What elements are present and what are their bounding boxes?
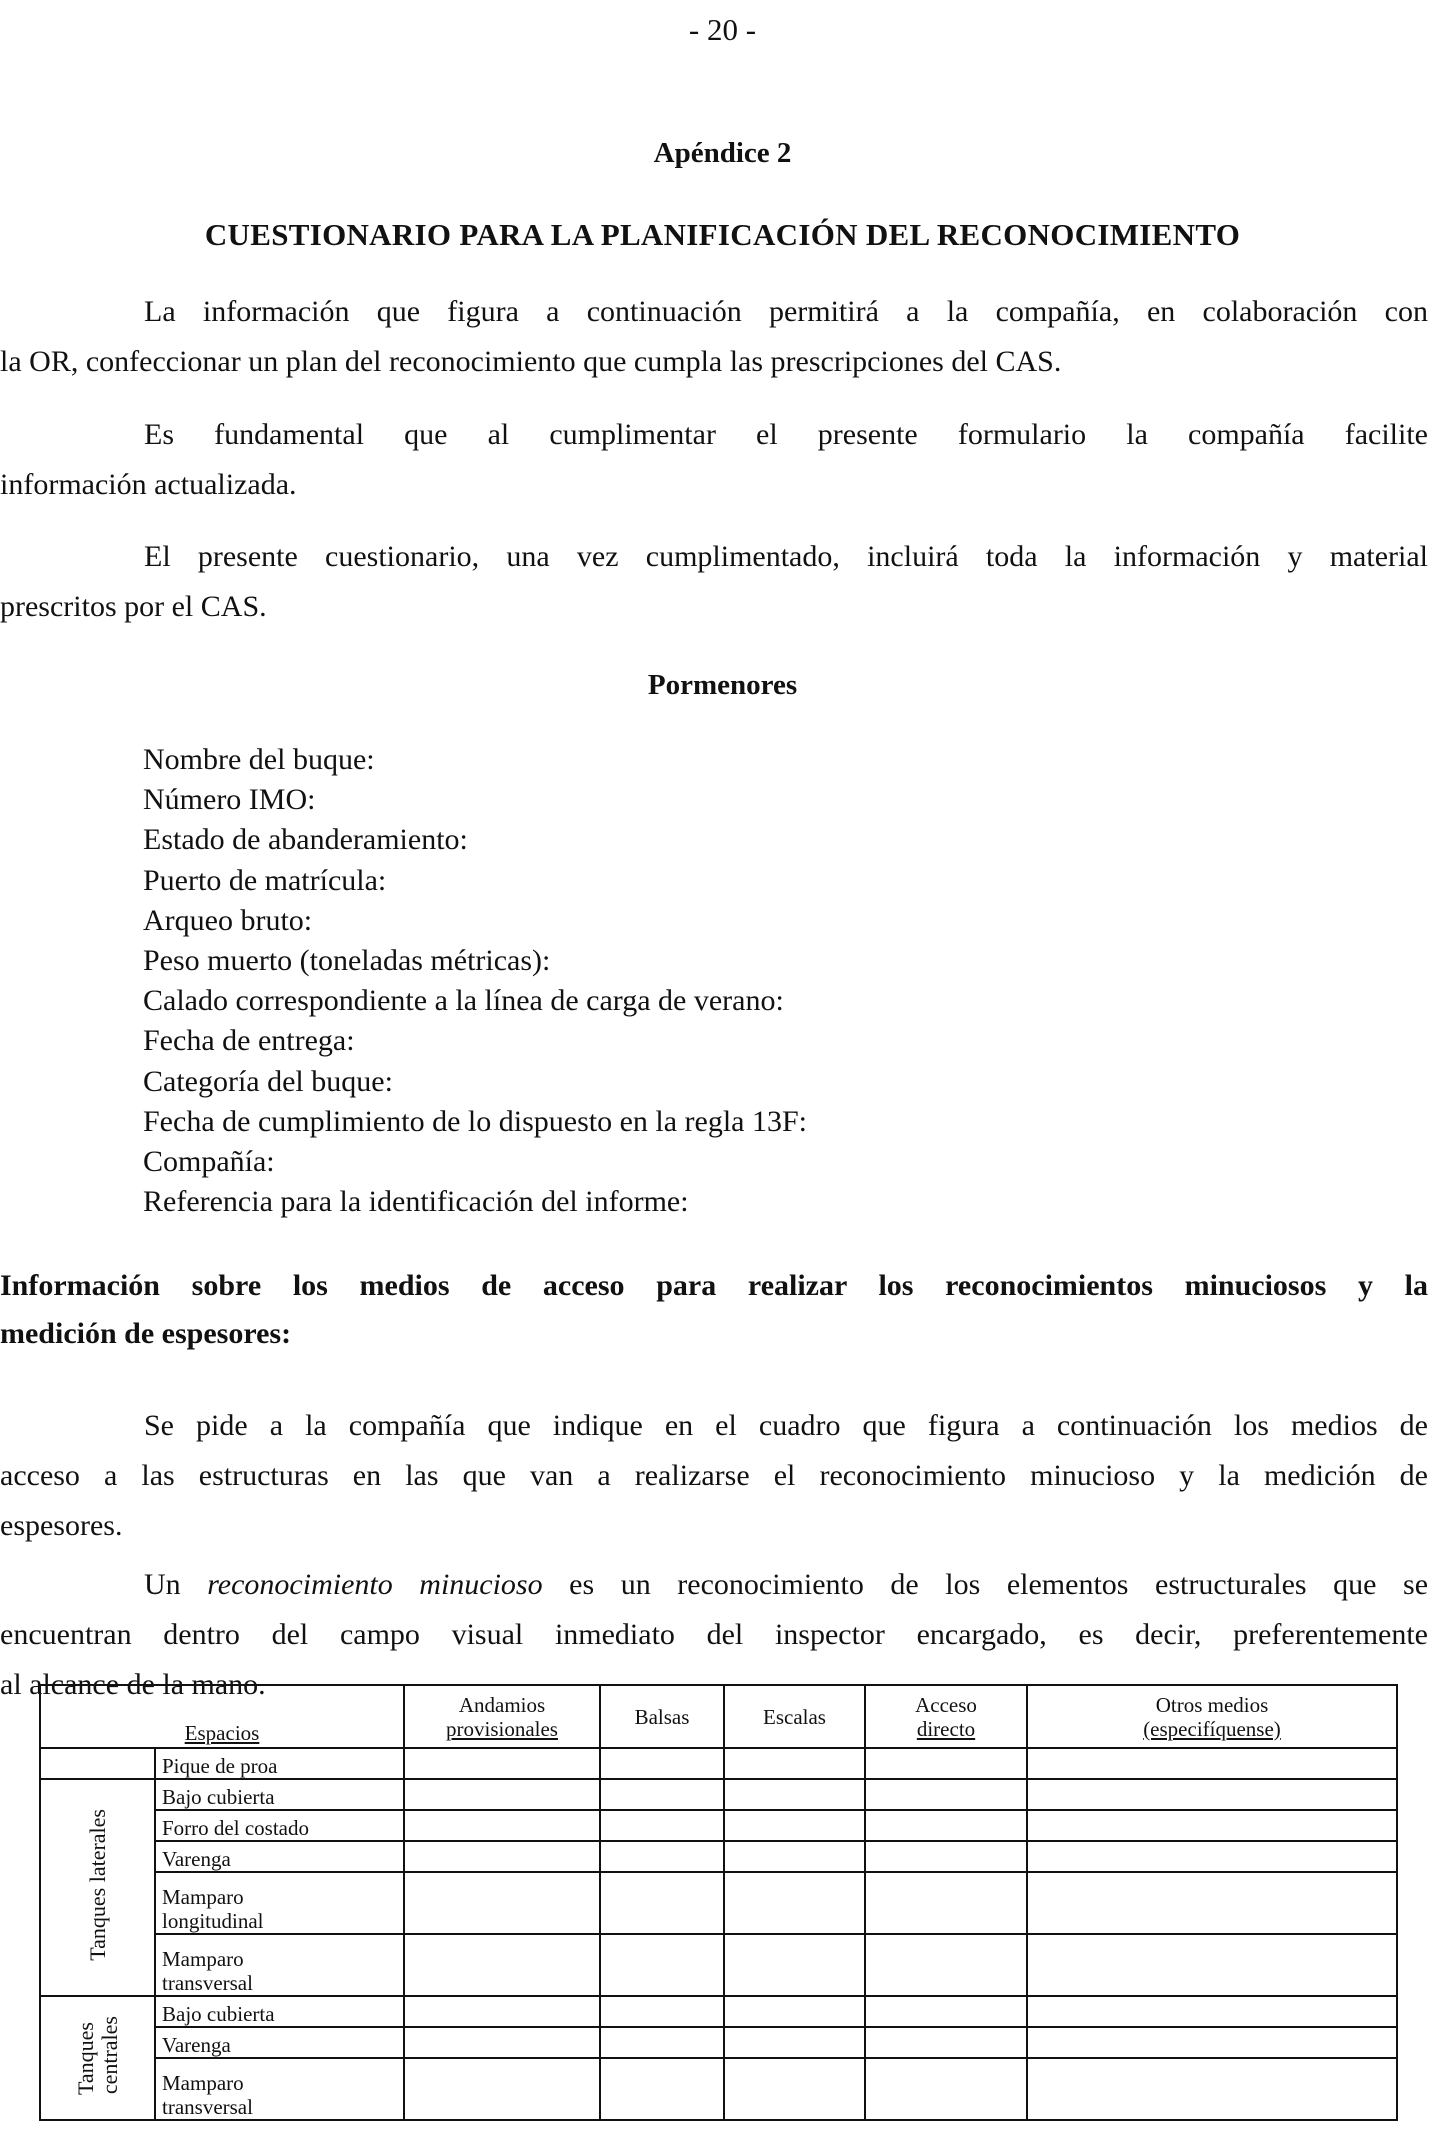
group-label-tanques-laterales: Tanques laterales <box>40 1779 155 1996</box>
main-title: CUESTIONARIO PARA LA PLANIFICACIÓN DEL RECONOCIMIENTO <box>204 217 1241 252</box>
field-compliance-date: Fecha de cumplimiento de lo dispuesto en la regla 13F: <box>143 1104 808 1138</box>
close-survey-term: reconocimiento minucioso <box>207 1568 543 1601</box>
table-row <box>40 1810 1397 1841</box>
header-acceso: Acceso directo <box>865 1685 1027 1748</box>
details-title: Pormenores <box>647 669 798 701</box>
field-imo-number: Número IMO: <box>143 783 316 817</box>
space-label: Forro del costado <box>155 1810 404 1841</box>
details-field-list <box>143 740 807 1222</box>
space-label: Mamparo transversal <box>155 1934 404 1996</box>
header-escalas: Escalas <box>724 1685 865 1748</box>
header-espacios: Espacios <box>40 1685 404 1748</box>
field-gross-tonnage: Arqueo bruto: <box>143 903 313 937</box>
space-label: Bajo cubierta <box>155 1996 404 2027</box>
access-info-paragraph-1: Se pide a la compañía que indique en el cuadro que figura a continuación los medios de acceso a las estructuras en las que van a realizarse el reconocimiento minucioso y la medición de espesores. <box>0 1409 1428 1542</box>
group-label-tanques-centrales: Tanquescentrales <box>40 1996 155 2120</box>
appendix-title: Apéndice 2 <box>653 137 792 169</box>
intro-paragraph-3: El presente cuestionario, una vez cumplimentado, incluirá toda la información y material prescritos por el CAS. <box>0 540 1428 623</box>
header-otros: Otros medios (especifíquense) <box>1027 1685 1397 1748</box>
page-number: - 20 - <box>688 12 757 47</box>
table-row <box>40 1872 1397 1934</box>
access-info-heading: Información sobre los medios de acceso para realizar los reconocimientos minuciosos y la medición de espesores: <box>0 1269 1428 1350</box>
table-row <box>40 2058 1397 2120</box>
table-row <box>40 1779 1397 1810</box>
group-cell-empty <box>40 1748 155 1779</box>
space-label: Bajo cubierta <box>155 1779 404 1810</box>
space-label: Mamparo transversal <box>155 2058 404 2120</box>
field-summer-draught: Calado correspondiente a la línea de carga de verano: <box>143 984 784 1018</box>
field-deadweight: Peso muerto (toneladas métricas): <box>143 944 551 978</box>
intro-paragraph-2: Es fundamental que al cumplimentar el presente formulario la compañía facilite información actualizada. <box>0 418 1428 501</box>
table-row <box>40 2027 1397 2058</box>
access-means-table <box>39 1684 1398 2121</box>
field-ship-category: Categoría del buque: <box>143 1064 393 1098</box>
header-andamios: Andamios provisionales <box>404 1685 600 1748</box>
header-balsas: Balsas <box>600 1685 724 1748</box>
intro-paragraph-1: La información que figura a continuación permitirá a la compañía, en colaboración con la OR, confeccionar un plan del reconocimiento que cumpla las prescripciones del CAS. <box>0 295 1428 378</box>
field-report-reference: Referencia para la identificación del informe: <box>143 1185 689 1219</box>
table-row <box>40 1996 1397 2027</box>
field-flag-state: Estado de abanderamiento: <box>143 823 468 857</box>
space-label: Varenga <box>155 1841 404 1872</box>
field-port-of-registry: Puerto de matrícula: <box>143 863 387 897</box>
table-row <box>40 1748 1397 1779</box>
space-label: Varenga <box>155 2027 404 2058</box>
space-label: Pique de proa <box>155 1748 404 1779</box>
table-row <box>40 1841 1397 1872</box>
space-label: Mamparo longitudinal <box>155 1872 404 1934</box>
table-row <box>40 1934 1397 1996</box>
access-info-paragraph-2: Un reconocimiento minucioso es un reconocimiento de los elementos estructurales que se encuentran dentro del campo visual inmediato del inspector encargado, es decir, preferentemente al alcance de la mano. <box>0 1568 1429 1701</box>
field-company: Compañía: <box>143 1145 275 1179</box>
field-delivery-date: Fecha de entrega: <box>143 1024 355 1058</box>
table-header-row <box>40 1685 1397 1748</box>
field-ship-name: Nombre del buque: <box>143 743 375 776</box>
